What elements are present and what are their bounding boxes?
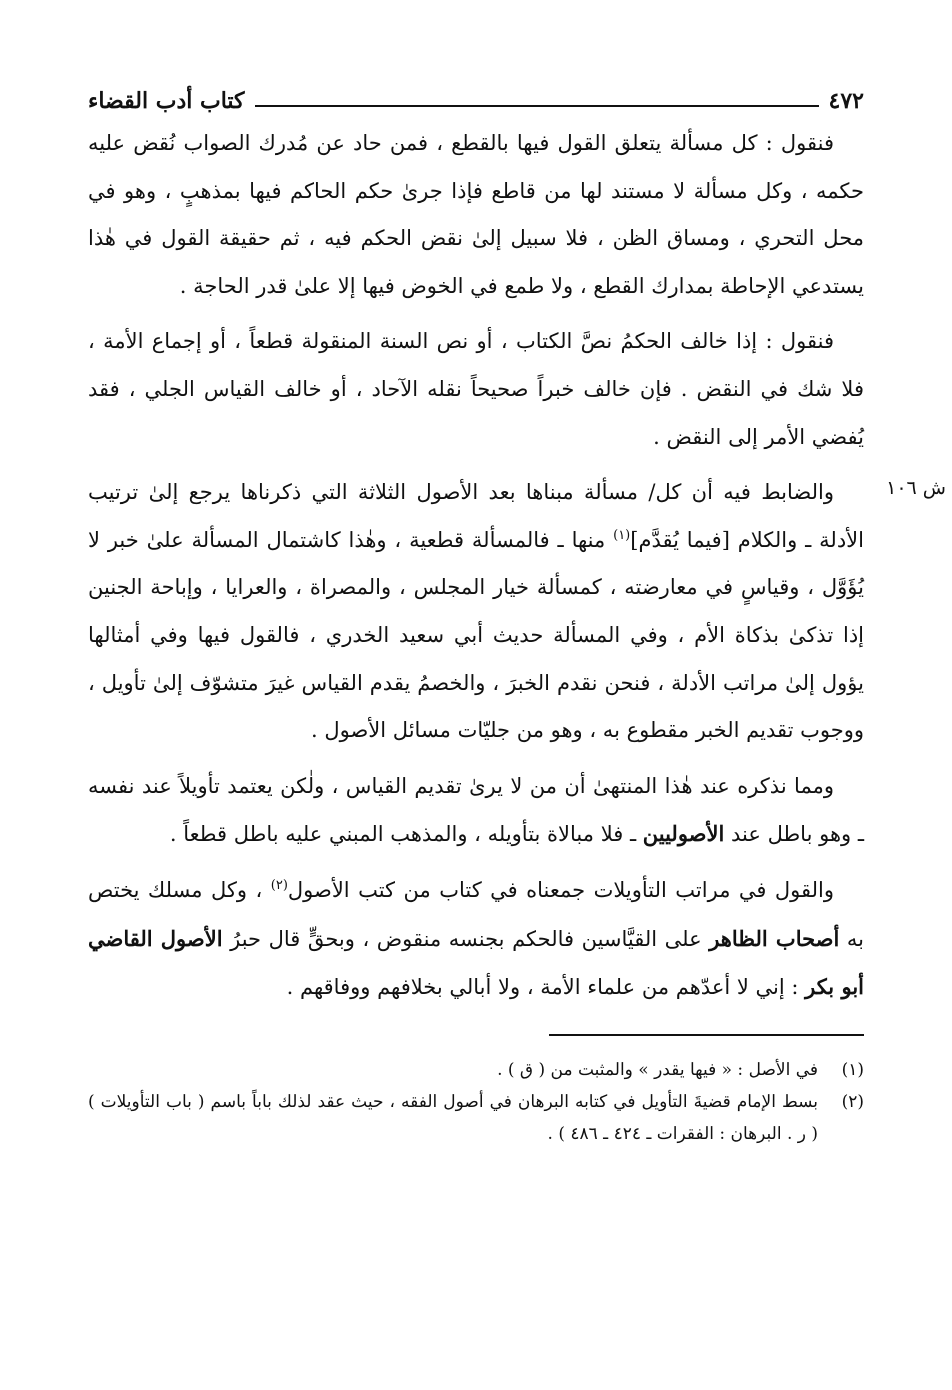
paragraph-3 <box>88 469 864 755</box>
paragraph-3-wrapper <box>88 469 946 755</box>
paragraph-4-text-b: ـ فلا مبالاة بتأويله ، والمذهب المبني عليه باطل قطعاً . <box>169 822 643 847</box>
footnote-separator <box>549 1034 864 1036</box>
footnote-ref-1[interactable]: (١) <box>613 527 631 543</box>
footnote-1 <box>88 1054 864 1086</box>
paragraph-5-bold-1: أصحاب الظاهر <box>709 925 840 951</box>
footnote-2-text: بسط الإمام قضيةَ التأويل في كتابه البرهان في أصول الفقه ، حيث عقد لذلك باباً باسم ( باب التأويلات ) ( ر . البرهان : الفقرات ـ ٤٢٤ ـ ٤٨٦ ) . <box>88 1091 818 1144</box>
paragraph-5-text-c: على القيَّاسين فالحكم بجنسه منقوض ، وبحقٍّ قال حبرُ <box>222 926 710 951</box>
paragraph-3-text-b: منها ـ فالمسألة قطعية ، وهٰذا كاشتمال المسألة علىٰ خبر لا يُؤَوَّل ، وقياسٍ في معارضته ، كمسألة خيار المجلس ، والمصراة ، والعرايا ، وإباحة الجنين إذا تذكىٰ بذكاة الأم ، وفي المسألة حديث أبي سعيد الخدري ، فالقول فيها وفي أمثالها يؤول إلىٰ مراتب الأدلة ، فنحن نقدم الخبرَ ، والخصمُ يقدم القياس غيرَ متشوّف إلىٰ تأويل ، ووجوب تقديم الخبر مقطوع به ، وهو من جليّات مسائل الأصول . <box>88 527 864 743</box>
footnote-1-number: (١) <box>841 1059 864 1080</box>
paragraph-4-bold: الأصوليين <box>642 821 725 847</box>
paragraph-5-bold-2: الأصول القاضي أبو بكر <box>88 925 864 1000</box>
footnote-ref-2[interactable]: (٢) <box>270 877 288 893</box>
paragraph-5-text-b: ، وكل مسلك يختص به <box>88 877 864 951</box>
paragraph-4-text-a: ومما نذكره عند هٰذا المنتهىٰ أن من لا يرىٰ تقديم القياس ، ولٰكن يعتمد تأويلاً عند نفسه ـ وهو باطل عند <box>88 773 864 847</box>
footnote-2 <box>88 1086 864 1150</box>
paragraph-5 <box>88 867 864 1012</box>
paragraph-5-text-d: : إني لا أعدّهم من علماء الأمة ، ولا أبالي بخلافهم ووفاقهم . <box>286 975 806 1000</box>
header-rule <box>255 105 819 107</box>
running-header <box>88 80 864 114</box>
main-text <box>88 120 946 1012</box>
paragraph-2: فنقول : إذا خالف الحكمُ نصَّ الكتاب ، أو نص السنة المنقولة قطعاً ، أو إجماع الأمة ، فلا شك في النقض . فإن خالف خبراً صحيحاً نقله الآحاد ، أو خالف القياس الجلي ، فقد يُفضي الأمر إلى النقض . <box>88 329 864 449</box>
book-title: كتاب أدب القضاء <box>88 88 245 114</box>
footnote-2-number: (٢) <box>841 1091 864 1112</box>
paragraph-4 <box>88 763 864 859</box>
manuscript-margin-note: ش ١٠٦ <box>886 477 946 500</box>
paragraph-1: فنقول : كل مسألة يتعلق القول فيها بالقطع ، فمن حاد عن مُدرك الصواب نُقض عليه حكمه ، وكل مسألة لا مستند لها من قاطع فإذا جرىٰ حكم الحاكم فيها بمذهبٍ ، وهو في محل التحري ، ومساق الظن ، فلا سبيل إلىٰ نقض الحكم فيه ، ثم حقيقة القول في هٰذا يستدعي الإحاطة بمدارك القطع ، ولا طمع في الخوض فيها إلا علىٰ قدر الحاجة . <box>88 131 864 298</box>
footnote-1-text: في الأصل : « فيها يقدر » والمثبت من ( ق ) . <box>497 1059 818 1080</box>
page-number: ٤٧٢ <box>828 88 864 114</box>
paragraph-3-text-a: والضابط فيه أن كل/ مسألة مبناها بعد الأصول الثلاثة التي ذكرناها يرجع إلىٰ ترتيب الأدلة ـ والكلام [فيما يُقدَّم] <box>88 480 864 552</box>
footnotes <box>88 1054 864 1150</box>
paragraph-5-text-a: والقول في مراتب التأويلات جمعناه في كتاب من كتب الأصول <box>287 877 834 902</box>
